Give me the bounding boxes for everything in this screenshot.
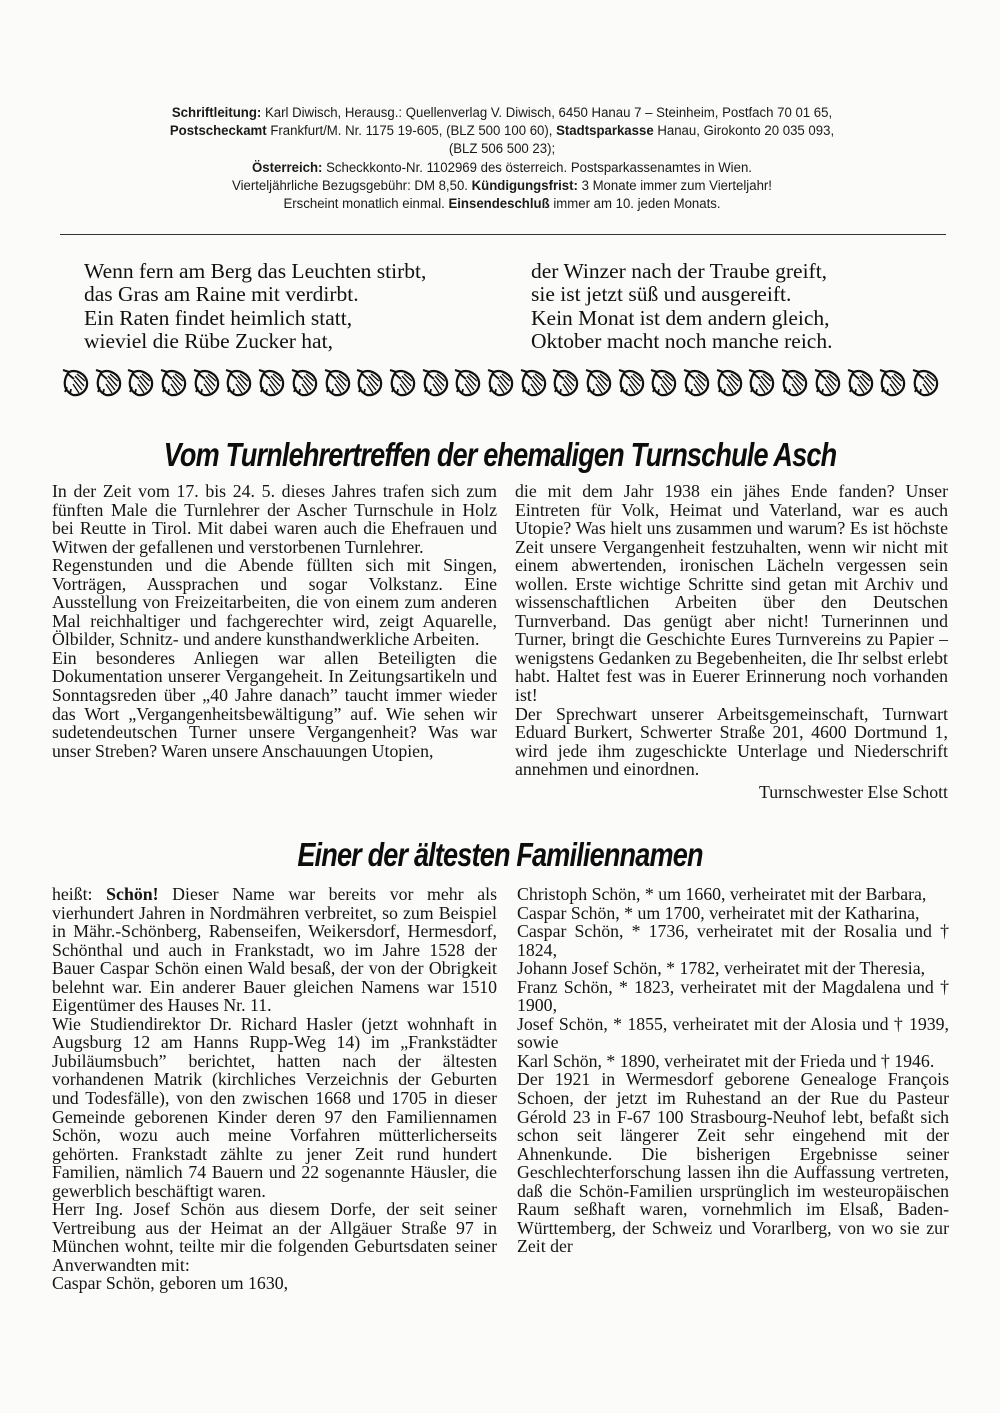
- genealogy-entry: Josef Schön, * 1855, verheiratet mit der Alosia und † 1939, sowie: [517, 1013, 949, 1053]
- imprint-label: Schriftleitung:: [171, 105, 262, 121]
- leaf-icon: [93, 366, 123, 402]
- poem-line: der Winzer nach der Traube greift,: [531, 259, 828, 283]
- masthead-imprint: [93, 104, 911, 213]
- author-signature: Turnschwester Else Schott: [759, 781, 948, 802]
- imprint-text: (BLZ 506 500 23);: [448, 141, 556, 158]
- poem-line: Wenn fern am Berg das Leuchten stirbt,: [84, 259, 427, 283]
- imprint-line-editor: [93, 104, 911, 122]
- leaf-icon: [158, 366, 188, 402]
- imprint-line-austria: [93, 159, 911, 177]
- imprint-line-fees: [93, 177, 911, 195]
- poem-line: wieviel die Rübe Zucker hat,: [84, 328, 333, 353]
- genealogy-entry: Johann Josef Schön, * 1782, verheiratet mit der Theresia,: [517, 958, 926, 979]
- leaf-icon: [322, 366, 352, 402]
- genealogy-entry: Caspar Schön, * 1736, verheiratet mit der Rosalia und † 1824,: [517, 921, 949, 960]
- imprint-label: Stadtsparkasse: [556, 123, 654, 140]
- paragraph: Regenstunden und die Abende füllten sich mit Singen, Vorträgen, Aussprachen und sogar Volkstanz. Eine Ausstellung von Freizeitarbeiten, die von einem zum anderen Mal reichhaltiger und fachgerechter wird, zeigt Aquarelle, Ölbilder, Schnitz- und andere kunsthandwerkliche Arbeiten.: [52, 555, 497, 650]
- imprint-text: Karl Diwisch, Herausg.: Quellenverlag V. Diwisch, 6450 Hanau 7 – Steinheim, Postfach 70 01 65,: [261, 105, 833, 121]
- imprint-line-blz: [93, 140, 911, 158]
- poem-line: Kein Monat ist dem andern gleich,: [531, 305, 830, 330]
- poem-stanza-left: [84, 260, 426, 353]
- lead-paragraph: [52, 885, 497, 1015]
- genealogy-entry: Caspar Schön, * um 1700, verheiratet mit der Katharina,: [517, 902, 920, 923]
- genealogy-entry: Franz Schön, * 1823, verheiratet mit der Magdalena und † 1900,: [517, 976, 949, 1016]
- leaf-ornament-border: [60, 366, 940, 402]
- article-column-right: [515, 482, 948, 801]
- lead-text: heißt:: [52, 884, 107, 904]
- article-column-left: [52, 482, 497, 760]
- imprint-text: Erscheint monatlich einmal.: [283, 196, 449, 213]
- leaf-icon: [550, 366, 580, 402]
- paragraph: Herr Ing. Josef Schön aus diesem Dorfe, der seit seiner Vertreibung aus der Heimat an der Allgäuer Straße 97 in München wohnt, teilte mir die folgenden Geburtsdaten seiner Anverwandten mit:: [52, 1199, 497, 1275]
- article-column-right: [517, 885, 949, 1256]
- article-column-left: [52, 885, 497, 1293]
- paragraph: die mit dem Jahr 1938 ein jähes Ende fanden? Unser Eintreten für Volk, Heimat und Vaterland, war es auch Utopie? Was hielt uns zusammen und warum? Es ist höchste Zeit unsere Vergangenheit festzuhalten, wenn wir nicht mit einem abwertenden, ironischen Lächeln vergessen sein wollen. Erste wichtige Schritte sind getan mit Archiv und wissenschaftlichen Arbeiten über den Deutschen Turnverband. Das genügt aber nicht! Turnerinnen und Turner, bringt die Geschichte Eures Turnvereins zu Papier – wenigstens Gedanken zu Begebenheiten, die Ihr selbst erlebt habt. Haltet fest was in Euerer Erinnerung noch vorhanden ist!: [515, 481, 948, 706]
- paragraph: Wie Studiendirektor Dr. Richard Hasler (jetzt wohnhaft in Augsburg 12 am Hanns Rupp-Weg 14) im „Frankstädter Jubiläumsbuch” berichtet, hatten nach der ältesten vorhandenen Matrik (kirchliches Verzeichnis der Geburten und Todesfälle), von den zwischen 1668 und 1705 in dieser Gemeinde geborenen Kinder deren 97 den Familiennamen Schön, wozu auch meine Vorfahren mütterlicherseits gehörten. Frankstadt zählte zu jener Zeit rund hundert Familien, nämlich 74 Bauern und 22 sogenannte Häusler, die gewerblich beschäftigt waren.: [52, 1013, 497, 1201]
- leaf-icon: [420, 366, 450, 402]
- imprint-text: Hanau, Girokonto 20 035 093,: [653, 123, 835, 140]
- imprint-text: Frankfurt/M. Nr. 1175 19-605, (BLZ 500 100 60),: [266, 123, 557, 140]
- imprint-label: Kündigungsfrist:: [471, 177, 578, 194]
- leaf-icon: [60, 366, 90, 402]
- imprint-line-schedule: [93, 195, 911, 213]
- leaf-icon: [648, 366, 678, 402]
- paragraph: Caspar Schön, geboren um 1630,: [52, 1273, 289, 1294]
- paragraph: Ein besonderes Anliegen war allen Beteiligten die Dokumentation unserer Vergangeheit. In Zeitungsartikeln und Sonntagsreden über „40 Jahre danach” taucht immer wieder das Wort „Vergangenheitsbewältigung” auf. Wie sehen wir sudetendeutschen Turner unsere Vergangenheit? Was war unser Streben? Waren unsere Anschauungen Utopien,: [52, 647, 497, 761]
- leaf-icon: [518, 366, 548, 402]
- leaf-icon: [812, 366, 842, 402]
- poem-line: sie ist jetzt süß und ausgereift.: [531, 282, 792, 307]
- leaf-icon: [452, 366, 482, 402]
- poem-stanza-right: [531, 260, 832, 353]
- imprint-label: Österreich:: [252, 159, 323, 176]
- leaf-icon: [877, 366, 907, 402]
- leaf-icon: [191, 366, 221, 402]
- paragraph: Der Sprechwart unserer Arbeitsgemeinschaft, Turnwart Eduard Burkert, Schwerter Straße 201, 4600 Dortmund 1, wird jede ihm zugeschickte Unterlage und Niederschrift annehmen und einordnen.: [515, 703, 948, 780]
- leaf-icon: [616, 366, 646, 402]
- leaf-icon: [845, 366, 875, 402]
- imprint-line-bank: [93, 122, 911, 140]
- leaf-icon: [485, 366, 515, 402]
- leaf-icon: [354, 366, 384, 402]
- genealogy-entry: Karl Schön, * 1890, verheiratet mit der Frieda und † 1946.: [517, 1050, 935, 1071]
- poem-line: das Gras am Raine mit verdirbt.: [84, 282, 359, 307]
- leaf-icon: [714, 366, 744, 402]
- genealogy-entry: Christoph Schön, * um 1660, verheiratet mit der Barbara,: [517, 884, 927, 904]
- article-title: Einer der ältesten Familiennamen: [297, 836, 703, 873]
- poem-line: Ein Raten findet heimlich statt,: [84, 305, 353, 330]
- leaf-icon: [746, 366, 776, 402]
- divider-rule: [60, 234, 946, 235]
- imprint-text: 3 Monate immer zum Vierteljahr!: [577, 177, 772, 194]
- leaf-icon: [779, 366, 809, 402]
- paragraph: In der Zeit vom 17. bis 24. 5. dieses Jahres trafen sich zum fünften Male die Turnlehrer der Ascher Turnschule in Holz bei Reutte in Tirol. Mit dabei waren auch die Ehefrauen und Witwen der gefallenen und verstorbenen Turnlehrer.: [52, 481, 497, 557]
- lead-emphasis: Schön!: [106, 884, 159, 904]
- imprint-text: Scheckkonto-Nr. 1102969 des österreich. Postsparkassenamtes in Wien.: [322, 159, 752, 176]
- paragraph: Der 1921 in Wermesdorf geborene Genealoge François Schoen, der jetzt im Ruhestand an der Rue du Pasteur Gérold 23 in F-67 100 Strasbourg-Neuhof lebt, befaßt sich schon seit längerer Zeit sehr eingehend mit der Ahnenkunde. Die bisherigen Ergebnisse seiner Geschlechterforschung lassen ihn die Auffassung vertreten, daß die Schön-Familien ursprünglich im westeuropäischen Raum seßhaft waren, vornehmlich im Elsaß, Baden-Württemberg, der Schweiz und Vorarlberg, von wo sie zur Zeit der: [517, 1069, 949, 1257]
- poem-line: Oktober macht noch manche reich.: [531, 328, 833, 353]
- imprint-label: Postscheckamt: [169, 123, 267, 140]
- lead-text: Dieser Name war bereits vor mehr als vierhundert Jahren in Nordmähren verbreitet, so zum Beispiel in Mähr.-Schönberg, Rabenseifen, Weikersdorf, Hermesdorf, Schönthal und auch in Frankstadt, wo im Jahre 1528 der Bauer Caspar Schön einen Wald besaß, der von der Obrigkeit belehnt war. Ein anderer Bauer gleichen Namens war 1510 Eigentümer des Hauses Nr. 11.: [52, 884, 497, 1016]
- leaf-icon: [289, 366, 319, 402]
- article-title: Vom Turnlehrertreffen der ehemaligen Turnschule Asch: [163, 436, 837, 473]
- leaf-icon: [256, 366, 286, 402]
- leaf-icon: [125, 366, 155, 402]
- leaf-icon: [681, 366, 711, 402]
- leaf-icon: [223, 366, 253, 402]
- leaf-icon: [583, 366, 613, 402]
- leaf-icon: [910, 366, 940, 402]
- imprint-text: Vierteljährliche Bezugsgebühr: DM 8,50.: [232, 177, 472, 194]
- imprint-label: Einsendeschluß: [448, 196, 550, 213]
- imprint-text: immer am 10. jeden Monats.: [549, 196, 721, 213]
- leaf-icon: [387, 366, 417, 402]
